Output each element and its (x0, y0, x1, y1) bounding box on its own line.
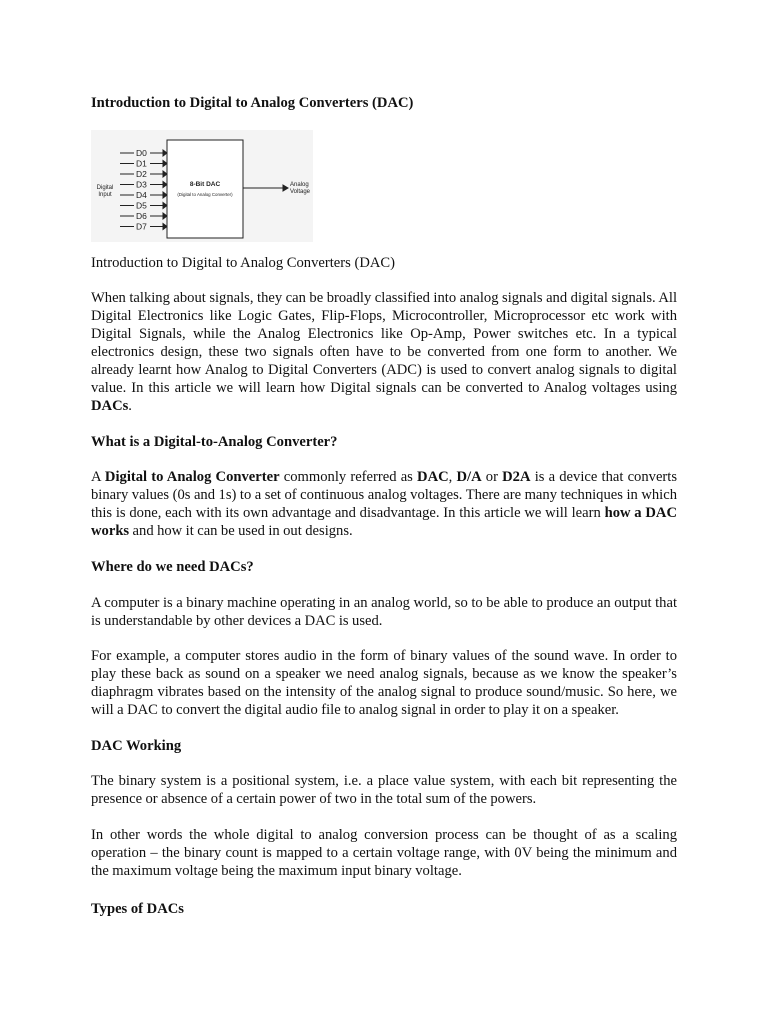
figure-caption: Introduction to Digital to Analog Converters (DAC) (91, 255, 395, 271)
dac-box (167, 140, 243, 238)
definition-text-e: or (481, 469, 503, 485)
heading-what-is-dac: What is a Digital-to-Analog Converter? (91, 434, 338, 450)
document-title: Introduction to Digital to Analog Converters (DAC) (91, 95, 414, 111)
binary-system-paragraph: The binary system is a positional system, i.e. a place value system, with each bit representing the presence or absence of a certain power of two in the total sum of the powers. (91, 773, 677, 807)
bit-label-d6: D6 (136, 211, 147, 221)
definition-bold-term: Digital to Analog Converter (104, 469, 280, 485)
heading-dac-working: DAC Working (91, 738, 182, 754)
dac-block-diagram (91, 130, 313, 242)
dac-diagram-svg (91, 130, 313, 242)
computer-paragraph: A computer is a binary machine operating in an analog world, so to be able to produce an output that is understandable by other devices a DAC is used. (91, 595, 677, 629)
definition-paragraph (91, 468, 677, 540)
definition-bold-how-dac-works: how a DAC works (91, 505, 678, 539)
bit-label-d5: D5 (136, 200, 147, 211)
heading-where-need-dacs: Where do we need DACs? (91, 559, 254, 575)
analog-voltage-label-line1: Analog (290, 182, 309, 188)
dac-box-subtitle: (Digital to Analog Converter) (177, 192, 233, 197)
scaling-paragraph: In other words the whole digital to analog conversion process can be thought of as a scaling operation – the binary count is mapped to a certain voltage range, with 0V being the minimum and the maximum voltage being the maximum input binary voltage. (91, 827, 677, 879)
bit-label-d7: D7 (136, 221, 147, 232)
intro-bold-dacs: DACs (91, 398, 129, 414)
analog-voltage-label-line2: Voltage (290, 189, 311, 195)
definition-text-f: is a device that converts binary values (0s and 1s) to a set of continuous analog voltages. There are many techniques in which this is done, each with its own advantage and disadvantage. In this article we will learn (91, 469, 678, 521)
digital-input-label-line2: Input (98, 192, 112, 198)
bit-label-d0: D0 (136, 148, 147, 158)
definition-bold-dac: DAC (417, 469, 449, 485)
digital-input-label-line1: Digital (96, 185, 114, 191)
definition-text-g: and how it can be used in out designs. (129, 523, 353, 539)
bit-label-d2: D2 (136, 169, 147, 179)
definition-text-c: commonly referred as (279, 469, 418, 485)
definition-bold-da: D/A (456, 469, 482, 485)
definition-text-d: , (448, 469, 457, 485)
definition-text-a: A (91, 469, 105, 485)
bit-label-d3: D3 (136, 179, 147, 190)
heading-types-of-dacs: Types of DACs (91, 901, 184, 917)
dac-box-title: 8-Bit DAC (189, 181, 221, 188)
example-paragraph: For example, a computer stores audio in the form of binary values of the sound wave. In order to play these back as sound on a speaker we need analog signals, because as we know the speaker’s diaphragm vibrates based on the intensity of the analog signal to produce sound/music. So here, we will a DAC to convert the digital audio file to analog signal in order to play it on a speaker. (91, 648, 677, 718)
input-bit-labels (134, 147, 150, 233)
bit-label-d1: D1 (136, 158, 147, 169)
definition-bold-d2a: D2A (502, 469, 531, 485)
bit-label-d4: D4 (136, 190, 147, 200)
intro-period: . (128, 398, 132, 414)
intro-text: When talking about signals, they can be broadly classified into analog signals and digital signals. All Digital Electronics like Logic Gates, Flip-Flops, Microcontroller, Microprocessor etc work with Digital Signals, while the Analog Electronics like Op-Amp, Power switches etc. In a typical electronics design, these two signals often have to be converted from one form to another. We already learnt how Analog to Digital Converters (ADC) is used to convert analog signals to digital value. In this article we will learn how Digital signals can be converted to Analog voltages using (91, 290, 677, 396)
intro-paragraph (91, 289, 677, 415)
